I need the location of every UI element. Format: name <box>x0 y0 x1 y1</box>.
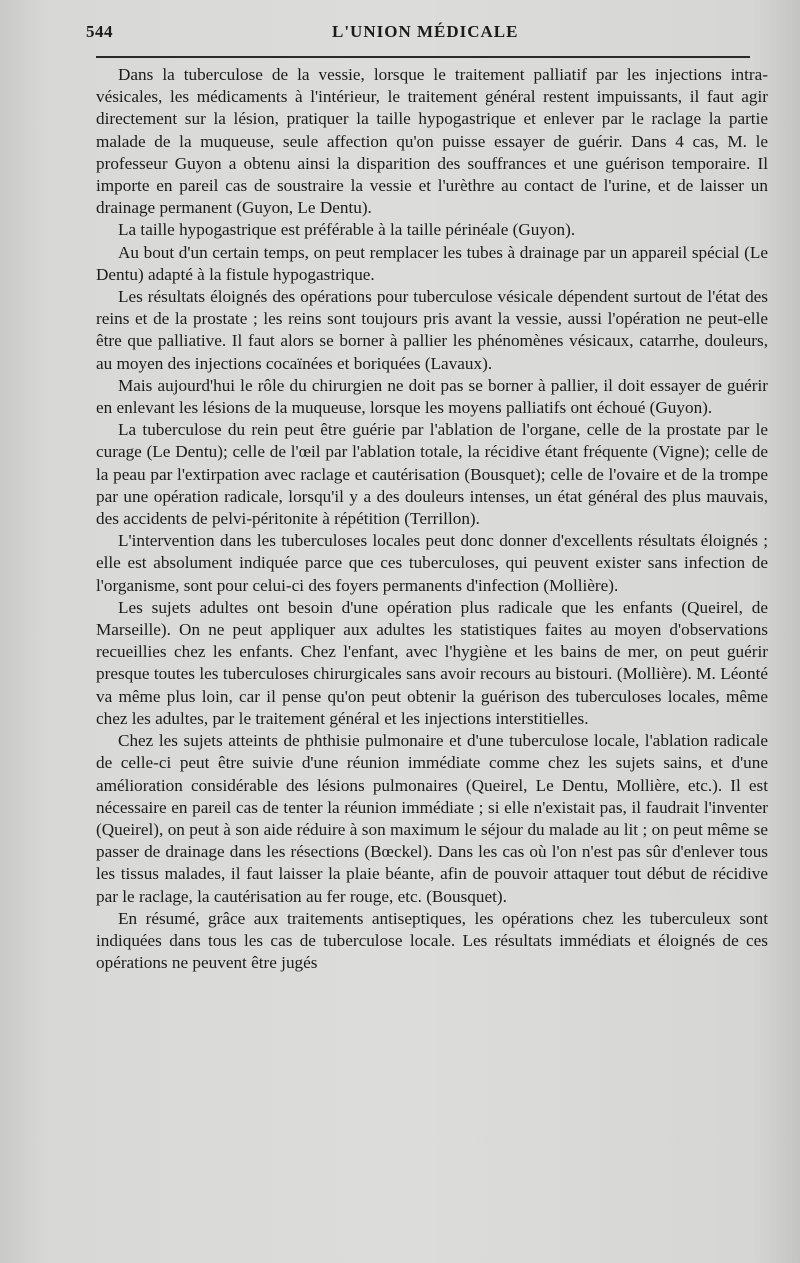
body-text <box>96 64 768 974</box>
page-header <box>86 22 760 44</box>
paragraph: La tuberculose du rein peut être guérie par l'ablation de l'organe, celle de la prostate par le curage (Le Dentu); celle de l'œil par l'ablation totale, la récidive étant fréquente (Vigne); celle de la peau par l'extirpation avec raclage et cautérisation (Bousquet); celle de l'ovaire et de la trompe par une opération radicale, lorsqu'il y a des douleurs intenses, un état général des plus mauvais, des accidents de pelvi-péritonite à répétition (Terrillon). <box>96 420 768 529</box>
page-number: 544 <box>86 22 113 41</box>
paragraph: Mais aujourd'hui le rôle du chirurgien ne doit pas se borner à pallier, il doit essayer de guérir en enlevant les lésions de la muqueuse, lorsque les moyens palliatifs ont échoué (Guyon). <box>96 375 768 418</box>
paragraph: Chez les sujets atteints de phthisie pulmonaire et d'une tuberculose locale, l'ablation radicale de celle-ci peut être suivie d'une réunion immédiate comme chez les sujets sains, et d'une amélioration considérable des lésions pulmonaires (Queirel, Le Dentu, Mollière, etc.). Il est nécessaire en pareil cas de tenter la réunion immédiate ; si elle n'existait pas, il faudrait l'inventer (Queirel), on peut à son aide réduire à son maximum le séjour du malade au lit ; on peut même se passer de drainage dans les résections (Bœckel). Dans les cas où l'on n'est pas sûr d'enlever tous les tissus malades, il faut laisser la plaie béante, afin de pouvoir attaquer tout début de récidive par le raclage, la cautérisation au fer rouge, etc. (Bousquet). <box>96 731 768 906</box>
paragraph: Les résultats éloignés des opérations pour tuberculose vésicale dépendent surtout de l'état des reins et de la prostate ; les reins sont toujours pris avant la vessie, aussi l'opération ne peut-elle être que palliative. Il faut alors se borner à pallier les phénomènes vésicaux, catarrhe, douleurs, au moyen des injections cocaïnées et boriquées (Lavaux). <box>96 287 768 373</box>
running-title: L'UNION MÉDICALE <box>332 22 519 41</box>
header-rule <box>96 56 750 58</box>
paragraph: Dans la tuberculose de la vessie, lorsque le traitement palliatif par les injections intra-vésicales, les médicaments à l'intérieur, le traitement général restent impuissants, il faut agir directement sur la lésion, pratiquer la taille hypogastrique et enlever par le raclage la partie malade de la muqueuse, seule affection qu'on puisse essayer de guérir. Dans 4 cas, M. le professeur Guyon a obtenu ainsi la disparition des souffrances et une guérison temporaire. Il importe en pareil cas de soustraire la vessie et l'urèthre au contact de l'urine, et de laisser un drainage permanent (Guyon, Le Dentu). <box>96 65 768 218</box>
paragraph: Au bout d'un certain temps, on peut remplacer les tubes à drainage par un appareil spécial (Le Dentu) adapté à la fistule hypogastrique. <box>96 242 768 284</box>
paragraph: Les sujets adultes ont besoin d'une opération plus radicale que les enfants (Queirel, de Marseille). On ne peut appliquer aux adultes les statistiques faites au moyen d'observations recueillies chez les enfants. Chez l'enfant, avec l'hygiène et les bains de mer, on peut guérir presque toutes les tuberculoses chirurgicales sans avoir recours au bistouri. (Mollière). M. Léonté va même plus loin, car il pense qu'on peut obtenir la guérison des tuberculoses locales, même chez les adultes, par le traitement général et les injections interstitielles. <box>96 597 768 728</box>
paragraph: En résumé, grâce aux traitements antiseptiques, les opérations chez les tuberculeux sont indiquées dans tous les cas de tuberculose locale. Les résultats immédiats et éloignés de ces opérations ne peuvent être jugés <box>96 908 768 973</box>
paragraph: La taille hypogastrique est préférable à la taille périnéale (Guyon). <box>118 220 576 240</box>
paragraph: L'intervention dans les tuberculoses locales peut donc donner d'excellents résultats éloignés ; elle est absolument indiquée parce que ces tuberculoses, qui peuvent exister sans infection de l'organisme, sont pour celui-ci des foyers permanents d'infection (Mollière). <box>96 531 768 595</box>
